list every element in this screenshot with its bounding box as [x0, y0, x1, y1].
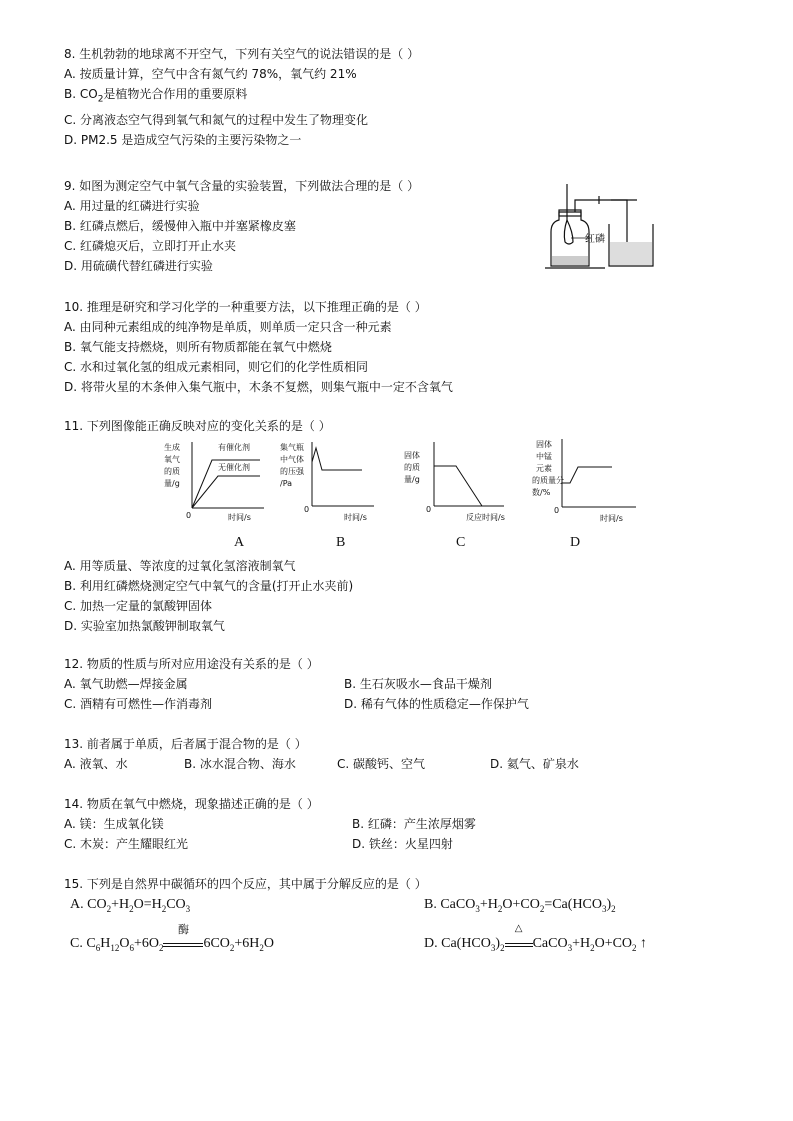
- svg-text:量/g: 量/g: [164, 479, 180, 488]
- svg-text:的质: 的质: [164, 467, 180, 476]
- q15-option-b: B. $CaCO_3+H_2O+CO_2=Ca(HCO_3)_2$: [424, 897, 616, 914]
- q10-option-d: D. 将带火星的木条伸入集气瓶中，木条不复燃，则集气瓶中一定不含氧气: [64, 380, 453, 394]
- svg-text:无催化剂: 无催化剂: [218, 463, 250, 472]
- q15-condition-enzyme: 酶: [177, 923, 189, 936]
- svg-text:/Pa: /Pa: [280, 479, 293, 488]
- q15-condition-heat: △: [514, 923, 523, 934]
- q10-option-b: B. 氧气能支持燃烧，则所有物质都能在氧气中燃烧: [64, 340, 332, 354]
- graph-b: [278, 440, 378, 524]
- q14-stem: 14. 物质在氧气中燃烧，现象描述正确的是（ ）: [64, 797, 319, 811]
- svg-text:时间/s: 时间/s: [344, 513, 367, 522]
- graph-d-letter: D: [570, 535, 581, 550]
- svg-text:氧气: 氧气: [164, 455, 180, 464]
- svg-text:元素: 元素: [536, 464, 552, 473]
- q8-option-d: D. PM2.5 是造成空气污染的主要污染物之一: [64, 133, 302, 147]
- q12-option-c: C. 酒精有可燃性—作消毒剂: [64, 697, 213, 711]
- svg-text:0: 0: [426, 505, 432, 514]
- q11-option-b: B. 利用红磷燃烧测定空气中氧气的含量(打开止水夹前): [64, 579, 354, 593]
- apparatus-label-red-phosphorus: 红磷: [585, 234, 605, 245]
- question-10: [64, 297, 453, 397]
- q10-stem: 10. 推理是研究和学习化学的一种重要方法，以下推理正确的是（ ）: [64, 300, 427, 314]
- q9-option-a: A. 用过量的红磷进行实验: [64, 199, 200, 213]
- svg-text:中气体: 中气体: [280, 455, 304, 464]
- svg-text:固体: 固体: [404, 451, 420, 460]
- svg-text:有催化剂: 有催化剂: [218, 443, 250, 452]
- svg-text:数/%: 数/%: [532, 488, 551, 497]
- q8-option-c: C. 分离液态空气得到氧气和氮气的过程中发生了物理变化: [64, 113, 369, 127]
- q13-option-c: C. 碳酸钙、空气: [337, 757, 426, 771]
- oxygen-apparatus-diagram: [545, 180, 665, 272]
- question-13: [64, 734, 579, 774]
- svg-text:集气瓶: 集气瓶: [280, 443, 304, 452]
- q15-option-c: C. $C_6H_{12}O_6+6O_2$ 酶 $6CO_2+6H_2O$: [70, 923, 275, 953]
- q12-stem: 12. 物质的性质与所对应用途没有关系的是（ ）: [64, 657, 319, 671]
- svg-text:0: 0: [186, 511, 192, 520]
- q13-stem: 13. 前者属于单质，后者属于混合物的是（ ）: [64, 737, 307, 751]
- q14-option-b: B. 红磷：产生浓厚烟雾: [352, 817, 476, 831]
- q9-option-c: C. 红磷熄灭后，立即打开止水夹: [64, 239, 237, 253]
- q14-option-c: C. 木炭：产生耀眼红光: [64, 837, 189, 851]
- svg-text:量/g: 量/g: [404, 475, 420, 484]
- svg-text:反应时间/s: 反应时间/s: [466, 513, 505, 522]
- q8-option-b: B. $CO_2$是植物光合作用的重要原料: [64, 87, 248, 105]
- q8-option-a: A. 按质量计算，空气中含有氮气约 78%，氧气约 21%: [64, 67, 357, 81]
- question-11: [64, 416, 331, 436]
- q10-option-c: C. 水和过氧化氢的组成元素相同，则它们的化学性质相同: [64, 360, 369, 374]
- graph-d: [530, 437, 640, 525]
- question-12: [64, 654, 529, 714]
- q14-option-a: A. 镁：生成氧化镁: [64, 817, 164, 831]
- question-14: [64, 794, 476, 854]
- q13-option-a: A. 液氧、水: [64, 757, 128, 771]
- q11-option-d: D. 实验室加热氯酸钾制取氧气: [64, 619, 225, 633]
- q11-option-c: C. 加热一定量的氯酸钾固体: [64, 599, 213, 613]
- svg-text:0: 0: [304, 505, 310, 514]
- q15-stem: 15. 下列是自然界中碳循环的四个反应，其中属于分解反应的是（ ）: [64, 877, 427, 891]
- q14-option-d: D. 铁丝：火星四射: [352, 837, 453, 851]
- svg-text:生成: 生成: [164, 443, 180, 452]
- svg-text:0: 0: [554, 506, 560, 515]
- q12-option-d: D. 稀有气体的性质稳定—作保护气: [344, 697, 529, 711]
- svg-text:时间/s: 时间/s: [228, 513, 251, 522]
- q15-option-a: A. $CO_2+H_2O=H_2CO_3$: [70, 897, 191, 914]
- q13-option-d: D. 氦气、矿泉水: [490, 757, 579, 771]
- question-9: [64, 176, 419, 276]
- svg-text:时间/s: 时间/s: [600, 514, 623, 523]
- q9-option-d: D. 用硫磺代替红磷进行实验: [64, 259, 213, 273]
- graph-c-letter: C: [456, 535, 466, 550]
- graph-b-letter: B: [336, 535, 346, 550]
- q10-option-a: A. 由同种元素组成的纯净物是单质，则单质一定只含一种元素: [64, 320, 392, 334]
- svg-text:的压强: 的压强: [280, 467, 304, 476]
- svg-text:固体: 固体: [536, 440, 552, 449]
- q15-option-d: D. $Ca(HCO_3)_2$ △ $CaCO_3+H_2O+CO_2$ ↑: [424, 923, 648, 953]
- q11-stem: 11. 下列图像能正确反映对应的变化关系的是（ ）: [64, 419, 331, 433]
- svg-text:的质: 的质: [404, 463, 420, 472]
- graph-c: [400, 440, 510, 524]
- q9-option-b: B. 红磷点燃后，缓慢伸入瓶中并塞紧橡皮塞: [64, 219, 296, 233]
- svg-text:中锰: 中锰: [536, 452, 552, 461]
- q13-option-b: B. 冰水混合物、海水: [184, 757, 296, 771]
- question-15: [64, 874, 427, 894]
- question-8: [64, 44, 419, 150]
- q12-option-b: B. 生石灰吸水—食品干燥剂: [344, 677, 492, 691]
- graph-a-letter: A: [234, 535, 245, 550]
- graph-a: [160, 440, 270, 524]
- svg-text:的质量分: 的质量分: [532, 476, 564, 485]
- question-11-options: [64, 556, 353, 636]
- q12-option-a: A. 氧气助燃—焊接金属: [64, 677, 188, 691]
- q9-stem: 9. 如图为测定空气中氧气含量的实验装置，下列做法合理的是（ ）: [64, 179, 420, 193]
- q8-stem: 8. 生机勃勃的地球离不开空气，下列有关空气的说法错误的是（ ）: [64, 47, 420, 61]
- q11-option-a: A. 用等质量、等浓度的过氧化氢溶液制氧气: [64, 559, 296, 573]
